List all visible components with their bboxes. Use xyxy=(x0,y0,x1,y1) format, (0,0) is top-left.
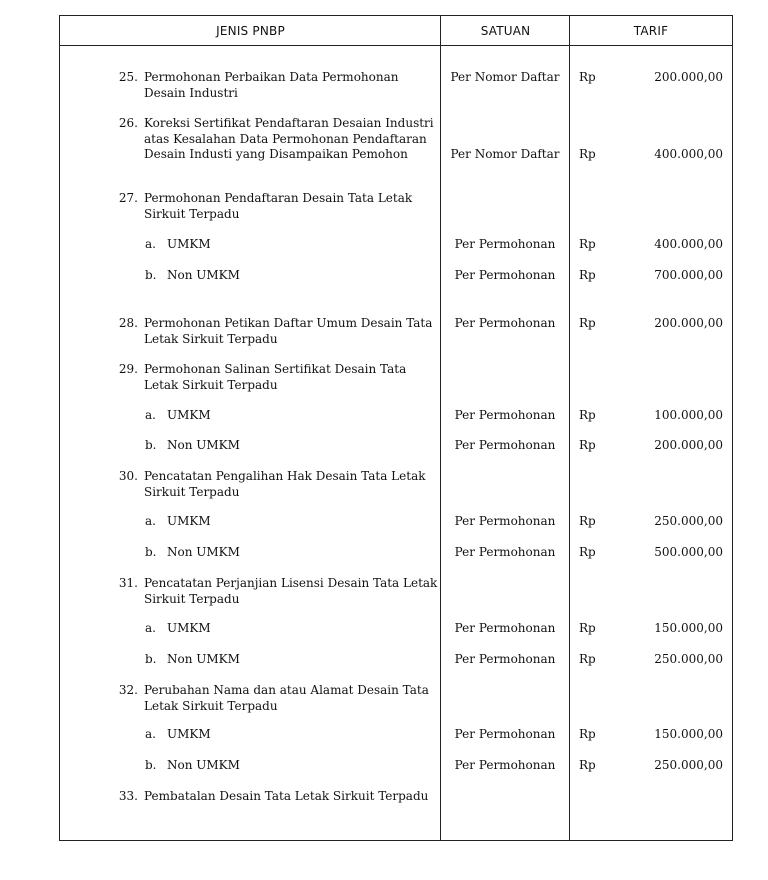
item-number: 27. xyxy=(118,191,138,205)
tarif-amount: 400.000,00 xyxy=(654,147,723,161)
satuan-value: Per Permohonan xyxy=(454,758,556,772)
header-jenis-pnbp: JENIS PNBP xyxy=(216,24,285,38)
tarif-amount: 200.000,00 xyxy=(654,438,723,452)
sub-item-description: UMKM xyxy=(167,237,211,251)
satuan-value: Per Nomor Daftar xyxy=(450,147,560,161)
sub-item-description: Non UMKM xyxy=(167,652,240,666)
currency-label: Rp xyxy=(579,408,596,422)
item-number: 32. xyxy=(118,683,138,697)
tarif-amount: 150.000,00 xyxy=(654,727,723,741)
currency-label: Rp xyxy=(579,147,596,161)
tarif-amount: 700.000,00 xyxy=(654,268,723,282)
currency-label: Rp xyxy=(579,727,596,741)
item-description: Koreksi Sertifikat Pendaftaran Desaian Industri atas Kesalahan Data Permohonan Pendaftaran Desain Industi yang Disampaikan Pemohon xyxy=(144,116,434,161)
sub-item-letter: b. xyxy=(145,652,157,666)
item-number: 29. xyxy=(118,362,138,376)
item-description: Pembatalan Desain Tata Letak Sirkuit Terpadu xyxy=(144,789,429,803)
satuan-value: Per Permohonan xyxy=(454,621,556,635)
sub-item-letter: b. xyxy=(145,758,157,772)
tarif-amount: 250.000,00 xyxy=(654,514,723,528)
currency-label: Rp xyxy=(579,316,596,330)
item-description: Perubahan Nama dan atau Alamat Desain Tata Letak Sirkuit Terpadu xyxy=(144,683,429,713)
currency-label: Rp xyxy=(579,268,596,282)
item-number: 25. xyxy=(118,70,138,84)
item-description: Pencatatan Pengalihan Hak Desain Tata Letak Sirkuit Terpadu xyxy=(144,469,426,499)
satuan-value: Per Permohonan xyxy=(454,268,556,282)
sub-item-letter: a. xyxy=(145,237,156,251)
sub-item-description: Non UMKM xyxy=(167,545,240,559)
currency-label: Rp xyxy=(579,438,596,452)
header-tarif: TARIF xyxy=(633,24,669,38)
item-number: 31. xyxy=(118,576,138,590)
item-number: 30. xyxy=(118,469,138,483)
item-number: 33. xyxy=(118,789,138,803)
item-description: Permohonan Petikan Daftar Umum Desain Tata Letak Sirkuit Terpadu xyxy=(144,316,433,346)
item-description: Permohonan Salinan Sertifikat Desain Tata Letak Sirkuit Terpadu xyxy=(144,362,407,392)
sub-item-description: Non UMKM xyxy=(167,758,240,772)
satuan-value: Per Permohonan xyxy=(454,438,556,452)
satuan-value: Per Nomor Daftar xyxy=(450,70,560,84)
tariff-table xyxy=(59,15,733,841)
satuan-value: Per Permohonan xyxy=(454,652,556,666)
sub-item-letter: a. xyxy=(145,621,156,635)
satuan-value: Per Permohonan xyxy=(454,514,556,528)
item-number: 26. xyxy=(118,116,138,130)
item-description: Pencatatan Perjanjian Lisensi Desain Tata Letak Sirkuit Terpadu xyxy=(144,576,438,606)
sub-item-description: UMKM xyxy=(167,621,211,635)
tarif-amount: 200.000,00 xyxy=(654,316,723,330)
table-header xyxy=(60,16,732,46)
sub-item-letter: a. xyxy=(145,727,156,741)
header-satuan: SATUAN xyxy=(480,24,531,38)
sub-item-letter: b. xyxy=(145,268,157,282)
sub-item-description: Non UMKM xyxy=(167,268,240,282)
currency-label: Rp xyxy=(579,621,596,635)
sub-item-letter: b. xyxy=(145,438,157,452)
sub-item-letter: a. xyxy=(145,514,156,528)
tarif-amount: 100.000,00 xyxy=(654,408,723,422)
sub-item-description: Non UMKM xyxy=(167,438,240,452)
satuan-value: Per Permohonan xyxy=(454,545,556,559)
currency-label: Rp xyxy=(579,545,596,559)
sub-item-letter: a. xyxy=(145,408,156,422)
satuan-value: Per Permohonan xyxy=(454,316,556,330)
sub-item-letter: b. xyxy=(145,545,157,559)
tarif-amount: 500.000,00 xyxy=(654,545,723,559)
satuan-value: Per Permohonan xyxy=(454,408,556,422)
column-divider-2 xyxy=(569,16,570,840)
item-number: 28. xyxy=(118,316,138,330)
item-description: Permohonan Pendaftaran Desain Tata Letak Sirkuit Terpadu xyxy=(144,191,413,221)
currency-label: Rp xyxy=(579,70,596,84)
satuan-value: Per Permohonan xyxy=(454,237,556,251)
item-description: Permohonan Perbaikan Data Permohonan Desain Industri xyxy=(144,70,399,100)
tarif-amount: 400.000,00 xyxy=(654,237,723,251)
currency-label: Rp xyxy=(579,237,596,251)
sub-item-description: UMKM xyxy=(167,727,211,741)
currency-label: Rp xyxy=(579,514,596,528)
tarif-amount: 250.000,00 xyxy=(654,652,723,666)
sub-item-description: UMKM xyxy=(167,408,211,422)
tarif-amount: 250.000,00 xyxy=(654,758,723,772)
tarif-amount: 200.000,00 xyxy=(654,70,723,84)
tarif-amount: 150.000,00 xyxy=(654,621,723,635)
satuan-value: Per Permohonan xyxy=(454,727,556,741)
currency-label: Rp xyxy=(579,758,596,772)
sub-item-description: UMKM xyxy=(167,514,211,528)
currency-label: Rp xyxy=(579,652,596,666)
